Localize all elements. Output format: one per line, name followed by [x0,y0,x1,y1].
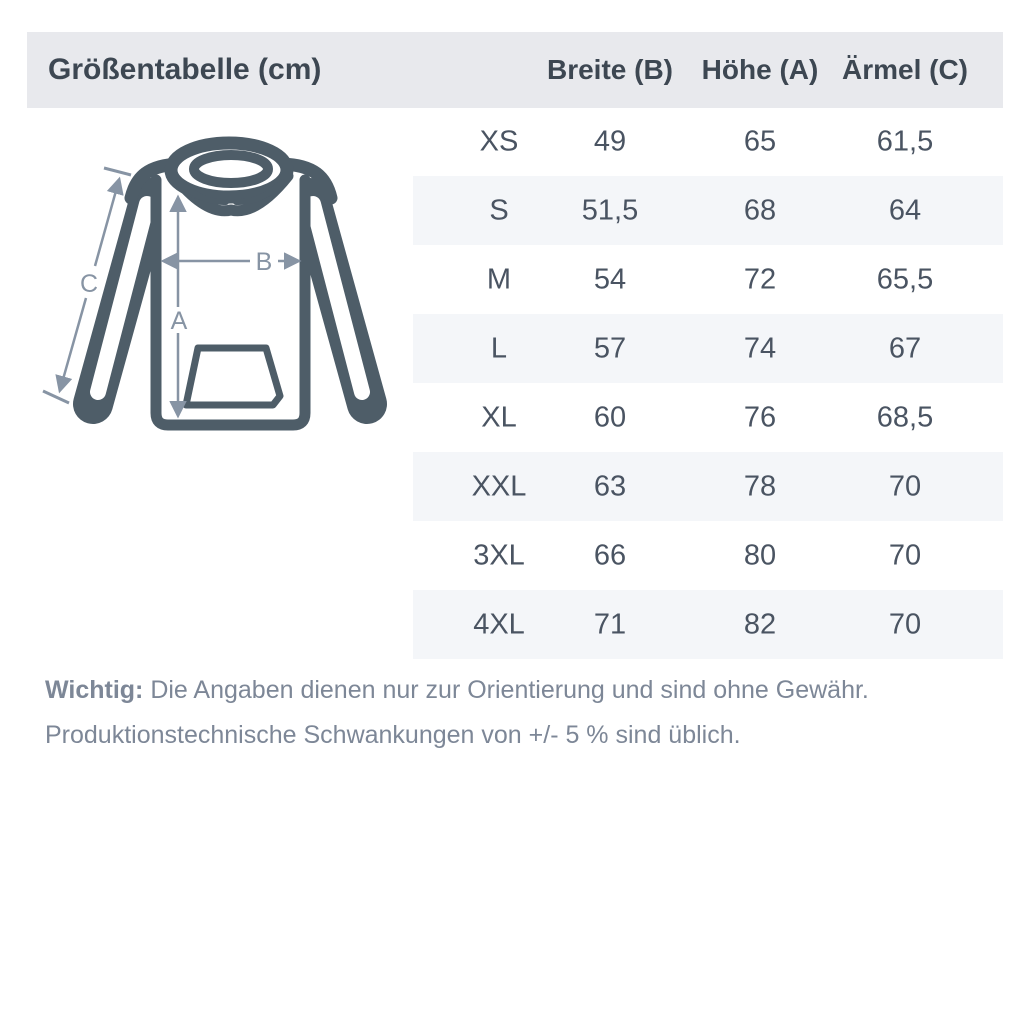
cell-hoehe: 74 [743,332,777,364]
table-row [413,521,1003,590]
column-header-aermel: Ärmel (C) [841,54,969,85]
cell-breite: 51,5 [581,194,639,226]
cell-size: XXL [471,470,527,502]
height-label: A [170,307,188,335]
cell-aermel: 67 [888,332,922,364]
table-row [413,245,1003,314]
cell-aermel: 61,5 [876,125,934,157]
table-row [413,176,1003,245]
cell-aermel: 70 [888,608,922,640]
cell-breite: 66 [593,539,627,571]
cell-hoehe: 72 [743,263,777,295]
cell-aermel: 64 [888,194,922,226]
cell-hoehe: 76 [743,401,777,433]
size-table-body [413,107,1003,659]
cell-size: XS [479,125,519,157]
cell-breite: 57 [593,332,627,364]
cell-size: L [490,332,508,364]
note-line1: Die Angaben dienen nur zur Orientierung und sind ohne Gewähr. [143,676,869,704]
disclaimer-note [45,668,975,758]
cell-breite: 60 [593,401,627,433]
cell-hoehe: 68 [743,194,777,226]
cell-size: S [489,194,509,226]
hoodie-outline [93,143,367,425]
table-row [413,107,1003,176]
cell-breite: 63 [593,470,627,502]
table-row [413,314,1003,383]
table-header [27,32,1003,108]
note-important-label: Wichtig: [45,676,144,704]
column-header-breite: Breite (B) [546,54,674,85]
cell-aermel: 65,5 [876,263,934,295]
width-label: B [255,248,273,276]
cell-aermel: 68,5 [876,401,934,433]
page-title: Größentabelle (cm) [48,53,322,86]
cell-breite: 54 [593,263,627,295]
cell-hoehe: 65 [743,125,777,157]
cell-breite: 49 [593,125,627,157]
cell-hoehe: 80 [743,539,777,571]
hoodie-diagram [40,118,422,453]
cell-aermel: 70 [888,539,922,571]
cell-aermel: 70 [888,470,922,502]
table-row [413,452,1003,521]
cell-size: 3XL [473,539,525,571]
table-row [413,383,1003,452]
cell-hoehe: 78 [743,470,777,502]
sleeve-label: C [79,270,99,298]
cell-size: XL [481,401,517,433]
cell-hoehe: 82 [743,608,777,640]
note-line2: Produktionstechnische Schwankungen von +/- 5 % sind üblich. [45,721,741,749]
cell-size: M [486,263,512,295]
pocket [186,348,280,405]
cell-size: 4XL [473,608,525,640]
table-row [413,590,1003,659]
column-header-hoehe: Höhe (A) [701,54,819,85]
cell-breite: 71 [593,608,627,640]
